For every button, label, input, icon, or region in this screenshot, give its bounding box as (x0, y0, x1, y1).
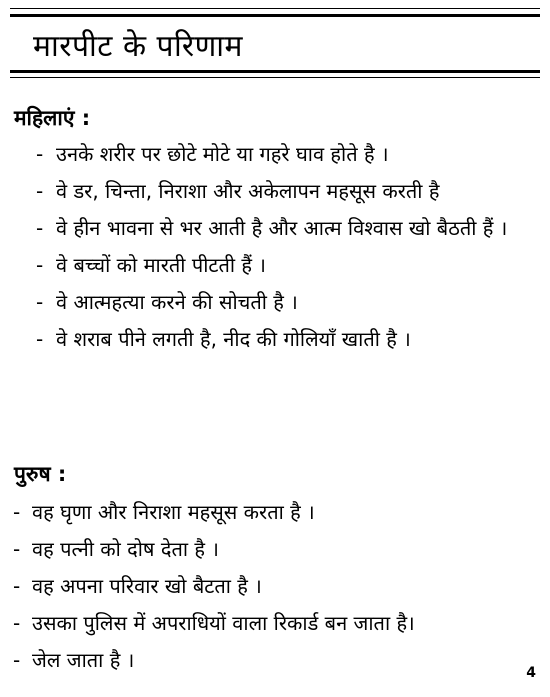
list-item (13, 496, 535, 529)
list-item-text: वे आत्महत्या करने की सोचती है । (56, 290, 298, 314)
bullet-dash: - (36, 142, 44, 166)
title-underline-thick (10, 70, 540, 73)
list-item-text: उनके शरीर पर छोटे मोटे या गहरे घाव होते है । (56, 142, 389, 166)
bullet-dash: - (13, 648, 21, 672)
men-effects-list (13, 496, 535, 681)
list-item (13, 533, 535, 566)
page-number: 4 (526, 665, 536, 681)
list-item (36, 175, 530, 208)
list-item-text: वे डर, चिन्ता, निराशा और अकेलापन महसूस करती है (56, 179, 440, 203)
list-item-text: वह अपना परिवार खो बैटता है । (32, 574, 262, 598)
list-item (13, 607, 535, 640)
list-item-text: वह पत्नी को दोष देता है । (32, 537, 219, 561)
list-item (13, 570, 535, 603)
list-item (36, 212, 530, 245)
top-rule-thick (10, 14, 540, 17)
bullet-dash: - (13, 537, 21, 561)
list-item-text: वे हीन भावना से भर आती है और आत्म विश्वास खो बैठती हैं । (56, 216, 508, 240)
list-item-text: वह घृणा और निराशा महसूस करता है । (32, 500, 315, 524)
bullet-dash: - (13, 500, 21, 524)
bullet-dash: - (13, 611, 21, 635)
list-item-text: वे शराब पीने लगती है, नीद की गोलियाँ खाती है । (56, 327, 411, 351)
title-underline-thin (10, 77, 540, 78)
top-rule-thin (10, 8, 540, 9)
men-section-heading: पुरुष : (14, 462, 67, 486)
bullet-dash: - (36, 253, 44, 277)
bullet-dash: - (36, 179, 44, 203)
page-title: मारपीट के परिणाम (33, 29, 244, 64)
list-item (36, 249, 530, 282)
list-item (13, 644, 535, 677)
women-section-heading: महिलाएं : (14, 106, 91, 130)
list-item-text: जेल जाता है । (32, 648, 135, 672)
list-item (36, 286, 530, 319)
bullet-dash: - (36, 290, 44, 314)
list-item (36, 138, 530, 171)
bullet-dash: - (13, 574, 21, 598)
list-item-text: उसका पुलिस में अपराधियों वाला रिकार्ड बन जाता है। (32, 611, 415, 635)
bullet-dash: - (36, 216, 44, 240)
bullet-dash: - (36, 327, 44, 351)
women-effects-list (36, 138, 530, 360)
list-item-text: वे बच्चों को मारती पीटती हैं । (56, 253, 266, 277)
list-item (36, 323, 530, 356)
